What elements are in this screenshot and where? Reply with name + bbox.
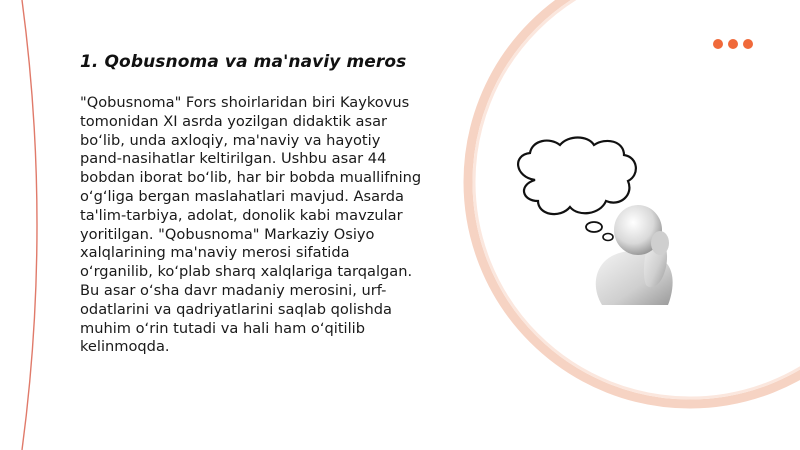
dot (713, 39, 723, 49)
slide-title: 1. Qobusnoma va ma'naviy meros (80, 52, 407, 72)
slide-body-text: "Qobusnoma" Fors shoirlaridan biri Kaykovus tomonidan XI asrda yozilgan didaktik asar boʻlib, unda axloqiy, ma'naviy va hayotiy pand-nasihatlar keltirilgan. Ushbu asar 44 bobdan iborat boʻlib, har bir bobda muallifning oʻgʻliga bergan maslahatlari mavjud. Asarda ta'lim-tarbiya, adolat, donolik kabi mavzular yoritilgan. "Qobusnoma" Markaziy Osiyo xalqlarining ma'naviy merosi sifatida oʻrganilib, koʻplab sharq xalqlariga tarqalgan. Bu asar oʻsha davr madaniy merosini, urf-odatlarini va qadriyatlarini saqlab qolishda muhim oʻrin tutadi va hali ham oʻqitilib kelinmoqda. (80, 94, 422, 356)
dot (728, 39, 738, 49)
left-decorative-curve (22, 0, 37, 450)
dot (743, 39, 753, 49)
thinking-person-icon (510, 135, 690, 310)
three-dots-icon (713, 39, 753, 49)
